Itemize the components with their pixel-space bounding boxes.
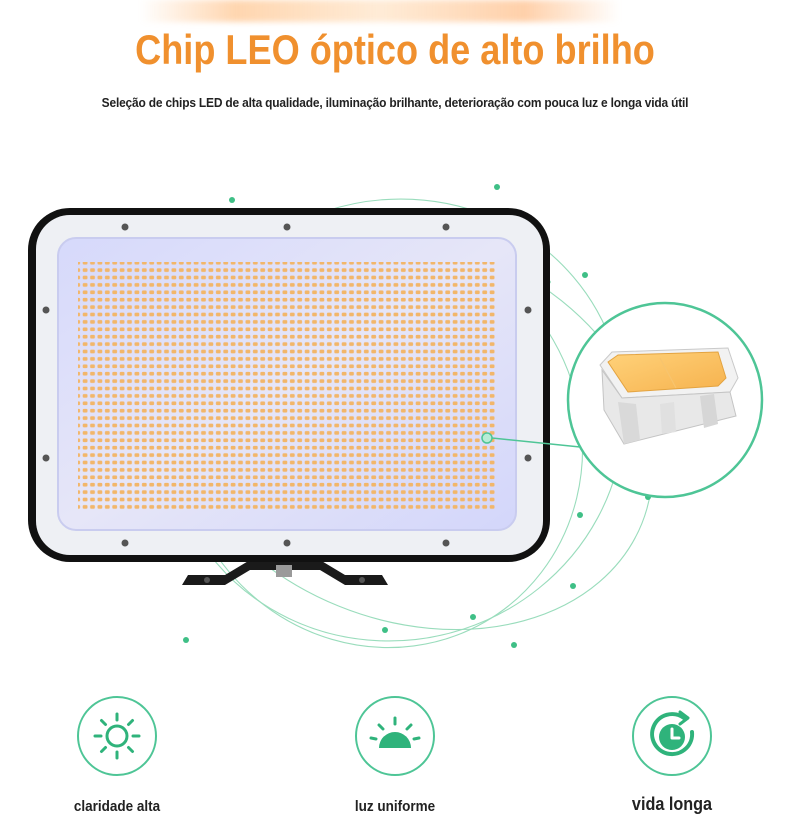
- sun-icon: [79, 698, 155, 774]
- clock-icon: [634, 698, 710, 774]
- feature-icon-circle: [632, 696, 712, 776]
- feature-label: vida longa: [631, 794, 713, 814]
- feature-label: luz uniforme: [354, 798, 436, 815]
- led-chip-zoom: [568, 303, 762, 497]
- feature-uniform-light: [315, 696, 475, 815]
- feature-long-life: [592, 696, 752, 815]
- page-subtitle: Seleção de chips LED de alta qualidade, iluminação brilhante, deterioração com pouca luz e longa vida útil: [101, 95, 689, 110]
- feature-icon-circle: [355, 696, 435, 776]
- lamp-icon: [357, 698, 433, 774]
- feature-high-brightness: [37, 696, 197, 815]
- flood-light: [28, 208, 580, 585]
- page-title: Chip LEO óptico de alto brilho: [135, 26, 655, 73]
- feature-icon-circle: [77, 696, 157, 776]
- feature-label: claridade alta: [73, 798, 161, 815]
